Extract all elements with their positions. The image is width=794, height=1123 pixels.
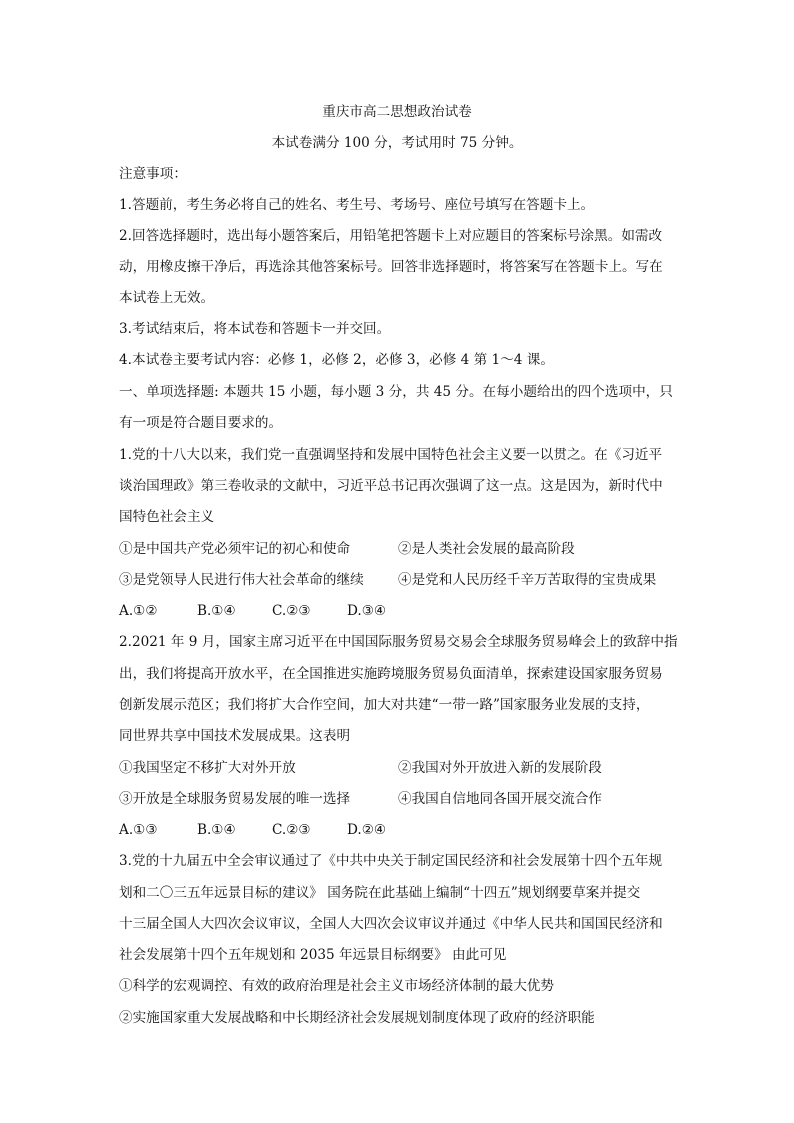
q1-choice-b[interactable]: B.①④ [197, 603, 236, 619]
section-heading-line-2: 有一项是符合题目要求的。 [119, 415, 283, 431]
q2-statement-2: ②我国对外开放进入新的发展阶段 [398, 760, 602, 776]
q2-statement-3: ③开放是全球服务贸易发展的唯一选择 [119, 791, 351, 807]
q3-stem-line-2: 划和二〇三五年远景目标的建议》 国务院在此基础上编制“十四五”规划纲要草案并提交 [119, 885, 641, 901]
q2-statement-4: ④我国自信地同各国开展交流合作 [398, 791, 602, 807]
q2-choice-d[interactable]: D.②④ [347, 822, 387, 838]
q3-stem-line-3: 十三届全国人大四次会议审议，全国人大四次会议审议并通过《中华人民共和国国民经济和 [119, 916, 663, 932]
q1-choice-a[interactable]: A.①② [119, 603, 158, 619]
q2-stem-line-4: 同世界共享中国技术发展成果。这表明 [119, 728, 351, 744]
note-item-3: 3.考试结束后，将本试卷和答题卡一并交回。 [119, 321, 391, 337]
section-heading-line-1: 一、单项选择题: 本题共 15 小题，每小题 3 分，共 45 分。在每小题给出的四个选项中，只 [119, 384, 673, 400]
q2-stem-line-3: 创新发展示范区；我们将扩大合作空间，加大对共建“一带一路”国家服务业发展的支持， [119, 697, 650, 713]
q1-stem-line-2: 谈治国理政》第三卷收录的文献中，习近平总书记再次强调了这一点。这是因为，新时代中 [119, 478, 663, 494]
q2-statement-1: ①我国坚定不移扩大对外开放 [119, 760, 296, 776]
q2-stem-line-1: 2.2021 年 9 月，国家主席习近平在中国国际服务贸易交易会全球服务贸易峰会上的致辞中指 [119, 634, 678, 650]
q2-stem-line-2: 出，我们将提高开放水平，在全国推进实施跨境服务贸易负面清单，探索建设国家服务贸易 [119, 666, 663, 682]
q3-stem-line-4: 社会发展第十四个五年规划和 2035 年远景目标纲要》 由此可见 [119, 947, 507, 963]
q1-statement-2: ②是人类社会发展的最高阶段 [398, 541, 575, 557]
note-item-1: 1.答题前，考生务必将自己的姓名、考生号、考场号、座位号填写在答题卡上。 [119, 197, 595, 213]
q1-statement-4: ④是党和人民历经千辛万苦取得的宝贵成果 [398, 572, 657, 588]
exam-subtitle: 本试卷满分 100 分，考试用时 75 分钟。 [271, 135, 523, 151]
q2-choice-b[interactable]: B.①④ [197, 822, 236, 838]
q3-stem-line-1: 3.党的十九届五中全会审议通过了《中共中央关于制定国民经济和社会发展第十四个五年规 [119, 853, 663, 869]
q1-choice-d[interactable]: D.③④ [347, 603, 387, 619]
q2-choice-c[interactable]: C.②③ [272, 822, 311, 838]
q3-statement-1: ①科学的宏观调控、有效的政府治理是社会主义市场经济体制的最大优势 [119, 978, 554, 994]
q2-choice-a[interactable]: A.①③ [119, 822, 158, 838]
notes-heading: 注意事项： [119, 166, 187, 182]
q1-stem-line-1: 1.党的十八大以来，我们党一直强调坚持和发展中国特色社会主义要一以贯之。在《习近平 [119, 447, 663, 463]
note-item-2-line-2: 动，用橡皮擦干净后，再选涂其他答案标号。回答非选择题时，将答案写在答题卡上。写在 [119, 259, 663, 275]
q1-stem-line-3: 国特色社会主义 [119, 509, 215, 525]
q1-statement-3: ③是党领导人民进行伟大社会革命的继续 [119, 572, 364, 588]
note-item-4: 4.本试卷主要考试内容：必修 1，必修 2，必修 3，必修 4 第 1～4 课。 [119, 352, 554, 368]
note-item-2-line-1: 2.回答选择题时，选出每小题答案后，用铅笔把答题卡上对应题目的答案标号涂黑。如需改 [119, 228, 663, 244]
q1-statement-1: ①是中国共产党必须牢记的初心和使命 [119, 541, 351, 557]
exam-title: 重庆市高二思想政治试卷 [322, 104, 472, 120]
q1-choice-c[interactable]: C.②③ [272, 603, 311, 619]
note-item-2-line-3: 本试卷上无效。 [119, 290, 215, 306]
q3-statement-2: ②实施国家重大发展战略和中长期经济社会发展规划制度体现了政府的经济职能 [119, 1010, 595, 1026]
